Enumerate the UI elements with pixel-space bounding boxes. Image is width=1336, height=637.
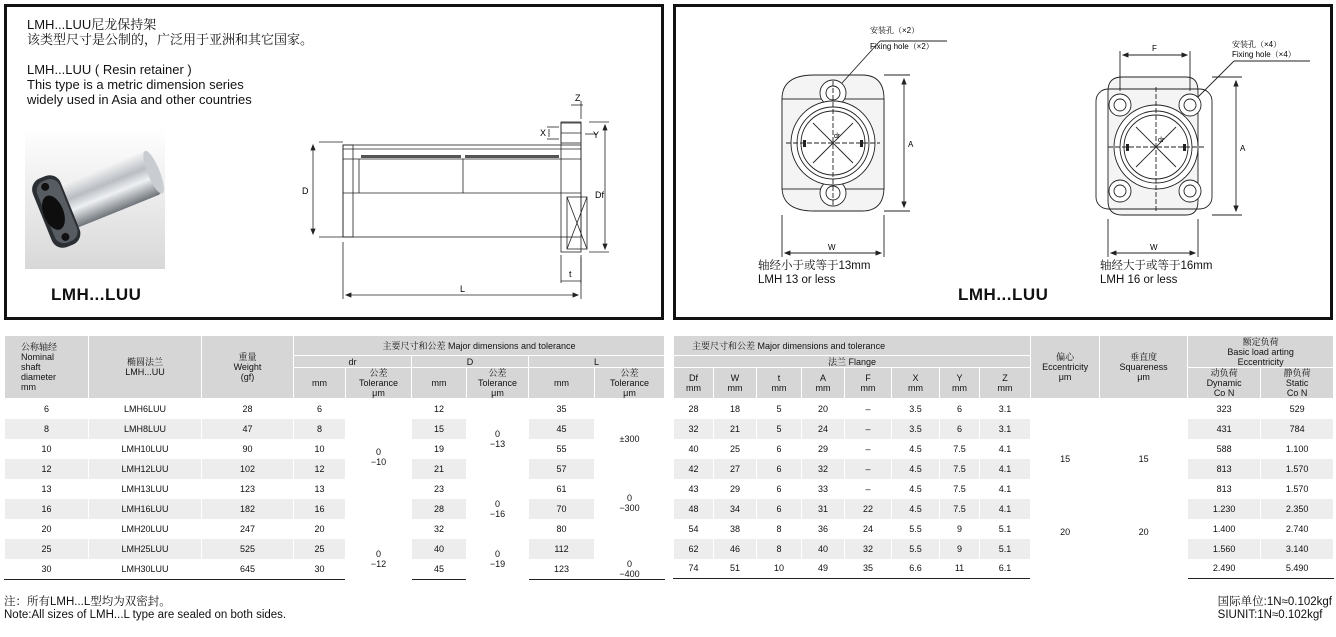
table-row: 42 27 6 32 – 4.5 7.5 4.1 813 1.570 — [674, 459, 1334, 479]
model-title-left: LMH...LUU — [51, 285, 142, 304]
intro-en-desc-2: widely used in Asia and other countries — [27, 92, 252, 107]
header-df: Df mm — [674, 368, 714, 399]
label-w-large: W — [1150, 243, 1158, 252]
hole-label-en-large: Fixing hole（×4） — [1232, 50, 1296, 59]
label-y: Y — [593, 130, 600, 140]
table-row: 54 38 8 36 24 5.5 9 5.1 20 20 1.400 2.740 — [674, 519, 1334, 539]
label-a-small: A — [908, 140, 914, 149]
header-l-mm: mm — [529, 368, 595, 399]
header-z: Z mm — [980, 368, 1031, 399]
intro-cn-desc: 该类型尺寸是公制的，广泛用于亚洲和其它国家。 — [27, 32, 314, 47]
hole-label-en-small: Fixing hole（×2） — [870, 42, 934, 51]
unit-note-cn: 国际单位:1N≈0.102kgf — [1217, 596, 1332, 608]
unit-note-en: SIUNIT:1N≈0.102kgf — [1217, 609, 1323, 621]
tolerance-d-a: 0 −13 — [467, 399, 529, 479]
tolerance-dr-a: 0 −10 — [346, 399, 412, 479]
header-flange: 法兰 Flange — [674, 356, 1031, 368]
flange-small-caption-en: LMH 13 or less — [758, 274, 836, 286]
table-row: 8 LMH8LUU 47 8 15 45 — [5, 419, 665, 439]
label-z: Z — [575, 93, 581, 103]
header-model: 椭圆法兰 LMH...UU — [89, 336, 202, 399]
table-row: 32 21 5 24 – 3.5 6 3.1 431 784 — [674, 419, 1334, 439]
table-row: 16 LMH16LUU 182 16 28 70 — [5, 499, 665, 519]
header-dr-mm: mm — [294, 368, 346, 399]
flange-large-caption — [1100, 259, 1212, 287]
header-l-tolerance: 公差 Tolerance μm — [595, 368, 665, 399]
label-df: Df — [595, 190, 604, 200]
intro-en-desc-1: This type is a metric dimension series — [27, 77, 244, 92]
model-title-right: LMH...LUU — [958, 285, 1049, 304]
header-dr-tolerance: 公差 Tolerance μm — [346, 368, 412, 399]
header-squareness: 垂直度 Squareness μm — [1100, 336, 1188, 399]
eccentricity-a: 15 — [1031, 399, 1100, 519]
label-l: L — [460, 284, 466, 294]
table-row: 40 25 6 29 – 4.5 7.5 4.1 588 1.100 — [674, 439, 1334, 459]
tolerance-dr-b: 0 −12 — [346, 539, 412, 580]
label-dr-large: dr — [1158, 137, 1165, 144]
unit-note — [1218, 596, 1332, 622]
header-d-tolerance: 公差 Tolerance μm — [467, 368, 529, 399]
flange-small-caption-cn: 轴经小于或等于13mm — [758, 260, 871, 272]
side-view-drawing — [299, 87, 619, 305]
header-d: D — [412, 356, 529, 368]
header-d-mm: mm — [412, 368, 467, 399]
intro-cn-title: LMH...LUU尼龙保持架 — [27, 17, 157, 32]
table-row: 43 29 6 33 – 4.5 7.5 4.1 813 1.570 — [674, 479, 1334, 499]
dimensions-table-left — [4, 335, 665, 580]
header-a: A mm — [802, 368, 845, 399]
tolerance-l-b: 0 −300 — [595, 479, 665, 559]
label-a-large: A — [1240, 144, 1246, 153]
label-d: D — [302, 186, 309, 196]
label-dr-small: dr — [834, 133, 841, 140]
table-row: 48 34 6 31 22 4.5 7.5 4.1 1.230 2.350 — [674, 499, 1334, 519]
header-eccentricity: 偏心 Eccentricity μm — [1031, 336, 1100, 399]
header-static: 静负荷 Static Co N — [1261, 368, 1334, 399]
header-major-dimensions-right: 主要尺寸和公差 Major dimensions and tolerance — [674, 336, 1031, 356]
header-w: W mm — [714, 368, 757, 399]
flange-large-caption-en: LMH 16 or less — [1100, 274, 1178, 286]
tolerance-l-a: ±300 — [595, 399, 665, 479]
label-f-large: F — [1152, 44, 1157, 53]
sealing-note-en: Note:All sizes of LMH...L type are sealed on both sides. — [4, 609, 287, 621]
table-row: 74 51 10 49 35 6.6 11 6.1 2.490 5.490 — [674, 559, 1334, 579]
flange-large-drawing — [1094, 21, 1334, 261]
table-row: 25 LMH25LUU 525 25 0 −12 40 0 −19 112 — [5, 539, 665, 559]
intro-en-title: LMH...LUU ( Resin retainer ) — [27, 62, 192, 77]
header-dr: dr — [294, 356, 412, 368]
sealing-note — [4, 596, 286, 622]
eccentricity-b: 20 — [1031, 519, 1100, 579]
flange-large-caption-cn: 轴经大于或等于16mm — [1100, 260, 1213, 272]
table-row: 12 LMH12LUU 102 12 21 57 — [5, 459, 665, 479]
sealing-note-cn: 注：所有LMH...L型均为双密封。 — [4, 596, 171, 608]
label-x: X — [540, 128, 547, 138]
label-t: t — [569, 269, 572, 279]
table-row: 62 46 8 40 32 5.5 9 5.1 1.560 3.140 — [674, 539, 1334, 559]
table-row: 6 LMH6LUU 28 6 0 −10 12 0 −13 35 ±300 — [5, 399, 665, 419]
header-f: F mm — [845, 368, 892, 399]
flange-small-drawing — [772, 21, 952, 261]
header-weight: 重量 Weight (gf) — [202, 336, 294, 399]
product-description-panel — [4, 4, 664, 320]
hole-label-cn-small: 安装孔（×2） — [870, 26, 920, 35]
header-basic-load: 额定负荷 Basic load arting Eccentricity — [1188, 336, 1334, 368]
header-shaft-diameter: 公称轴经 Nominal shaft diameter mm — [5, 336, 89, 399]
flange-small-caption — [758, 259, 870, 287]
table-row: 10 LMH10LUU 90 10 19 55 — [5, 439, 665, 459]
label-w-small: W — [828, 243, 836, 252]
header-major-dimensions: 主要尺寸和公差 Major dimensions and tolerance — [294, 336, 665, 356]
header-x: X mm — [892, 368, 940, 399]
header-t: t mm — [757, 368, 802, 399]
tolerance-d-c: 0 −19 — [467, 539, 529, 580]
hole-label-cn-large: 安装孔（×4） — [1232, 40, 1282, 49]
squareness-a: 15 — [1100, 399, 1188, 519]
bearing-photo — [25, 127, 165, 269]
flange-drawing-panel — [673, 4, 1333, 320]
dimensions-table-right — [673, 335, 1334, 579]
header-l: L — [529, 356, 665, 368]
tolerance-d-b: 0 −16 — [467, 479, 529, 539]
table-row: 30 LMH30LUU 645 30 45 123 0 −400 — [5, 559, 665, 580]
tolerance-l-c: 0 −400 — [595, 559, 665, 580]
table-row: 28 18 5 20 – 3.5 6 3.1 15 15 323 529 — [674, 399, 1334, 419]
header-dynamic: 动负荷 Dynamic Co N — [1188, 368, 1261, 399]
squareness-b: 20 — [1100, 519, 1188, 579]
header-y: Y mm — [940, 368, 980, 399]
intro-text — [27, 17, 313, 107]
table-row: 20 LMH20LUU 247 20 32 80 — [5, 519, 665, 539]
table-row: 13 LMH13LUU 123 13 23 0 −16 61 0 −300 — [5, 479, 665, 499]
